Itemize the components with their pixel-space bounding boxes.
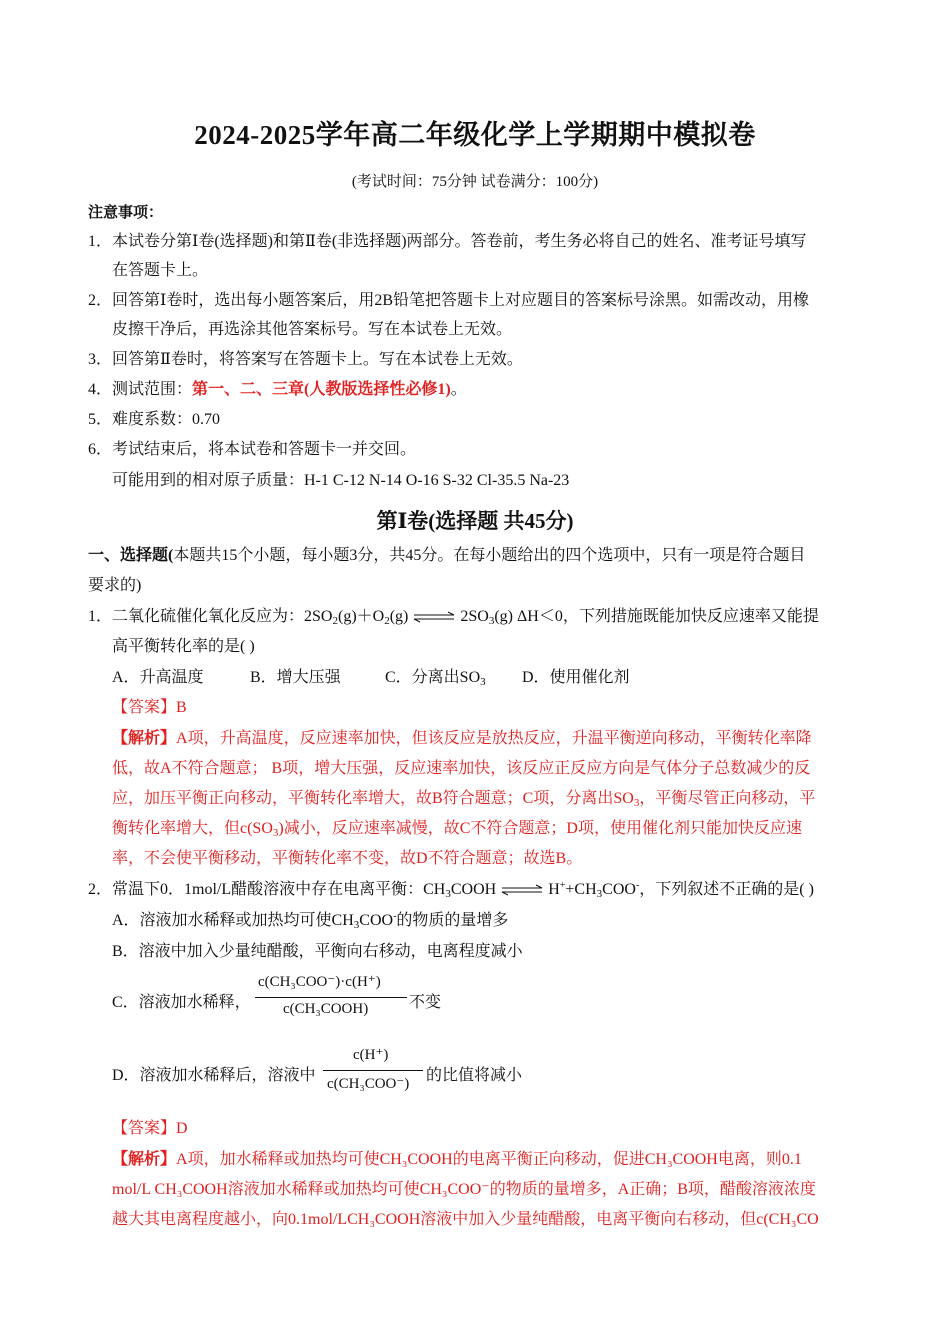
subscript: 3	[633, 797, 640, 809]
note-1	[88, 232, 807, 252]
stem-text: (g) ΔH＜0，下列措施既能加快反应速率又能提	[494, 608, 819, 625]
section-intro-label: 一、选择题(	[88, 547, 174, 564]
test-scope: 第一、二、三章(人教版选择性必修1)	[192, 381, 451, 398]
stem-text: COOH	[450, 881, 497, 898]
note-6	[88, 440, 416, 460]
note-1-cont: 在答题卡上。	[112, 262, 209, 279]
fraction-denominator: c(CH₃COOH)	[283, 1001, 369, 1017]
option-text: A．溶液加水稀释或加热均可使CH	[112, 912, 354, 929]
explanation-text: )减小，反应速率减慢，故C不符合题意；D项，使用催化剂只能加快反应速	[278, 820, 802, 837]
question-number: 1．	[88, 608, 113, 625]
explanation-text: A项，加水稀释或加热均可使CH₃COOH的电离平衡正向移动，促进CH₃COOH电离，则0.1	[176, 1151, 802, 1168]
note-number: 6．	[88, 441, 113, 458]
stem-text: (g)	[389, 608, 409, 625]
option-text: COO	[359, 912, 394, 929]
fraction-denominator: c(CH₃COO⁻)	[327, 1076, 410, 1092]
explanation-text: ，平衡尽管正向移动，平	[639, 790, 816, 807]
question-2-stem	[88, 880, 814, 900]
note-text: 难度系数：0.70	[112, 411, 221, 428]
fraction-bar	[323, 1070, 423, 1071]
note-text: 本试卷分第Ⅰ卷(选择题)和第Ⅱ卷(非选择题)两部分。答卷前，考生务必将自己的姓名、准考证号填写	[112, 233, 807, 250]
subscript: 3	[445, 888, 451, 900]
q2-option-d-label: D．溶液加水稀释后，溶液中	[112, 1067, 316, 1084]
notes-heading: 注意事项：	[88, 205, 164, 221]
subscript: 3	[488, 615, 495, 627]
note-4	[88, 380, 467, 400]
q1-explanation-line: 低，故A不符合题意； B项，增大压强，反应速率加快，该反应正反应方向是气体分子总数减少的反	[112, 760, 811, 777]
note-number: 2．	[88, 292, 113, 309]
note-text: 回答第Ⅱ卷时，将答案写在答题卡上。写在本试卷上无效。	[112, 351, 523, 368]
q1-explanation-line	[112, 789, 815, 809]
note-text: 考试结束后，将本试卷和答题卡一并交回。	[112, 441, 417, 458]
equilibrium-arrow-icon	[500, 884, 544, 896]
option-text: C．分离出SO	[385, 669, 481, 686]
q2-option-a	[112, 911, 508, 931]
note-number: 5．	[88, 411, 113, 428]
equilibrium-arrow-icon	[412, 611, 456, 623]
question-1-stem-cont: 高平衡转化率的是( )	[112, 638, 255, 655]
section-heading: 第Ⅰ卷(选择题 共45分)	[376, 509, 574, 533]
subscript: 3	[272, 827, 279, 839]
q1-explanation-line: 率，不会使平衡移动，平衡转化率不变，故D不符合题意；故选B。	[112, 850, 583, 867]
stem-text: ，下列叙述不正确的是( )	[639, 881, 814, 898]
q2-option-c-fraction	[255, 970, 407, 1026]
fraction-bar	[255, 997, 407, 998]
q2-option-b: B．溶液中加入少量纯醋酸，平衡向右移动，电离程度减小	[112, 943, 523, 960]
note-2	[88, 291, 809, 311]
superscript: +	[559, 880, 566, 891]
q2-answer: 【答案】D	[112, 1120, 188, 1137]
explanation-text: A项，升高温度，反应速率加快，但该反应是放热反应，升温平衡逆向移动，平衡转化率降	[176, 730, 812, 747]
note-number: 1．	[88, 233, 113, 250]
question-1-stem	[88, 607, 819, 627]
fraction-numerator: c(H⁺)	[353, 1047, 389, 1063]
subscript: 3	[596, 888, 603, 900]
exam-title: 2024-2025学年高二年级化学上学期期中模拟卷	[194, 120, 756, 150]
stem-text: +CH	[565, 881, 597, 898]
section-intro	[88, 546, 805, 566]
note-text: 回答第Ⅰ卷时，选出每小题答案后，用2B铅笔把答题卡上对应题目的答案标号涂黑。如需改动，用橡	[112, 292, 810, 309]
stem-text: (g)＋O	[337, 608, 385, 625]
explanation-label: 【解析】	[112, 730, 177, 747]
q2-option-d-tail: 的比值将减小	[426, 1067, 523, 1084]
section-intro-text: 本题共15个小题，每小题3分，共45分。在每小题给出的四个选项中，只有一项是符合题目	[173, 547, 806, 564]
note-number: 3．	[88, 351, 113, 368]
note-number: 4．	[88, 381, 113, 398]
subscript: 2	[332, 615, 338, 627]
note-3	[88, 350, 523, 370]
fraction-numerator: c(CH₃COO⁻)·c(H⁺)	[258, 974, 381, 990]
note-text: 测试范围：	[112, 381, 193, 398]
stem-text: 2SO	[460, 608, 489, 625]
subscript: 3	[353, 919, 360, 931]
q2-option-c-label: C．溶液加水稀释，	[112, 994, 251, 1011]
subscript: 3	[480, 676, 486, 688]
note-2-cont: 皮擦干净后，再选涂其他答案标号。写在本试卷上无效。	[112, 321, 513, 338]
note-5	[88, 410, 220, 430]
section-intro-cont: 要求的)	[88, 577, 142, 594]
q1-option-a: A．升高温度	[112, 669, 204, 686]
q1-option-d: D．使用催化剂	[522, 669, 630, 686]
q2-explanation	[112, 1150, 802, 1170]
stem-text: 二氧化硫催化氧化反应为：2SO	[112, 608, 333, 625]
exam-subtitle: (考试时间：75分钟 试卷满分：100分)	[351, 174, 599, 190]
q2-explanation-line: 越大其电离程度越小，向0.1mol/LCH₃COOH溶液中加入少量纯醋酸，电离平衡向右移动，但c(CH₃CO	[112, 1211, 819, 1228]
note-text: 。	[450, 381, 467, 398]
q1-answer: 【答案】B	[112, 699, 187, 716]
stem-text: H	[548, 881, 560, 898]
subscript: 2	[384, 615, 390, 627]
explanation-label: 【解析】	[112, 1151, 177, 1168]
superscript: -	[635, 880, 640, 891]
q1-explanation-line	[112, 819, 802, 839]
explanation-text: 应，加压平衡正向移动，平衡转化率增大，故B符合题意；C项，分离出SO	[112, 790, 634, 807]
superscript: -	[393, 911, 397, 922]
q2-option-c-tail: 不变	[409, 994, 442, 1011]
stem-text: COO	[602, 881, 636, 898]
q2-explanation-line: mol/L CH₃COOH溶液加水稀释或加热均可使CH₃COO⁻的物质的量增多，A正确；B项，醋酸溶液浓度	[112, 1181, 816, 1198]
q1-option-c	[385, 668, 486, 688]
option-text: 的物质的量增多	[396, 912, 509, 929]
q1-explanation	[112, 729, 812, 749]
explanation-text: 衡转化率增大，但c(SO	[112, 820, 273, 837]
question-number: 2．	[88, 881, 113, 898]
atomic-masses: 可能用到的相对原子质量：H-1 C-12 N-14 O-16 S-32 Cl-35.5 Na-23	[112, 472, 570, 489]
q1-option-b: B．增大压强	[250, 669, 341, 686]
q2-option-d-fraction	[323, 1043, 423, 1099]
stem-text: 常温下0．1mol/L醋酸溶液中存在电离平衡：CH	[112, 881, 446, 898]
